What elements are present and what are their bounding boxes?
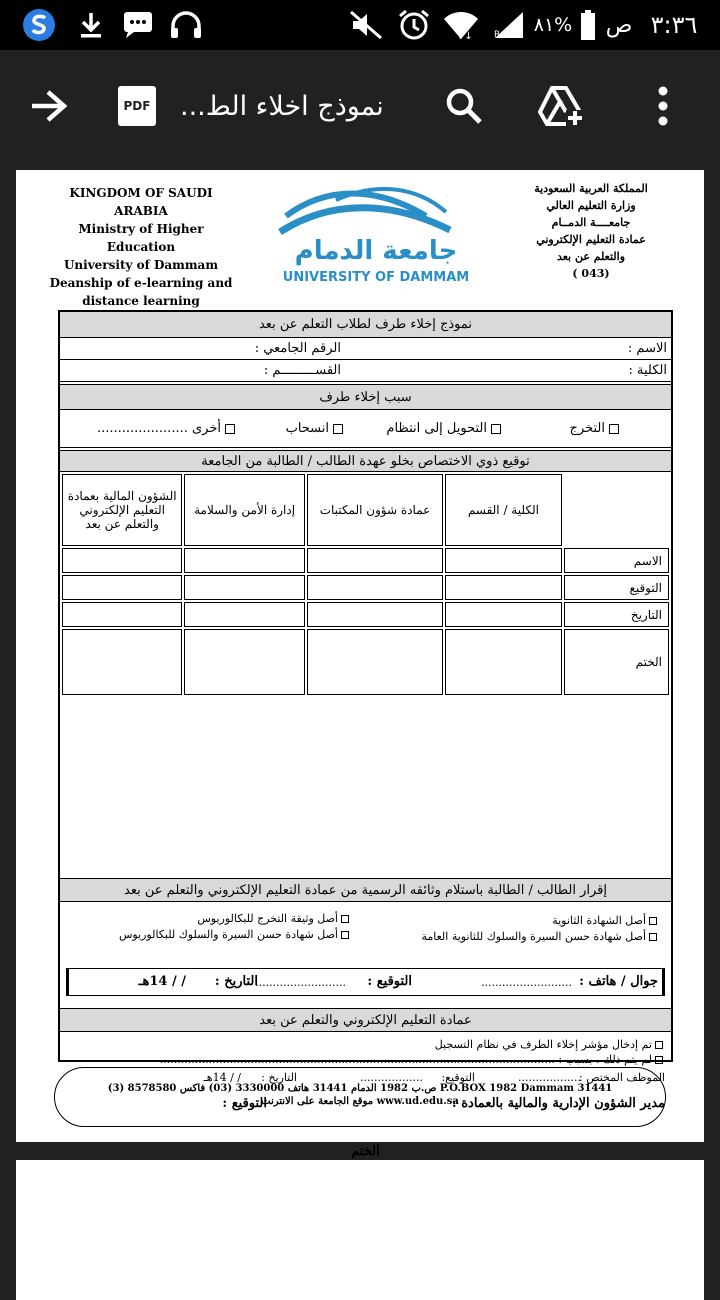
table-row: [62, 629, 669, 695]
clock-time: ٣:٣٦: [650, 11, 698, 39]
ack-label: أصل شهادة حسن السيرة والسلوك للبكالوريوس: [118, 928, 338, 941]
checkbox[interactable]: [225, 424, 235, 434]
mute-icon: [346, 0, 386, 50]
uni-no-label: الرقم الجامعي :: [254, 341, 341, 356]
header-line: (043 ): [572, 267, 610, 280]
ack-item[interactable]: [197, 912, 349, 925]
table-cell[interactable]: [184, 575, 304, 600]
header-line: University of Dammam: [63, 258, 219, 272]
footer-address: [54, 1067, 666, 1127]
dept-label: القســـــــــم :: [263, 363, 341, 378]
dean-title: عمادة التعليم الإلكتروني والتعلم عن بعد: [60, 1008, 671, 1032]
overflow-menu-icon[interactable]: [648, 50, 678, 162]
add-to-drive-icon[interactable]: [534, 50, 588, 162]
row-header-blank: [564, 474, 669, 546]
dots: ..................: [360, 1071, 423, 1084]
table-cell[interactable]: [62, 575, 182, 600]
employee-label: الموظف المختص :: [579, 1071, 665, 1084]
dean-check-label: تم إدخال مؤشر إخلاء الطرف في نظام التسجيل: [434, 1038, 652, 1051]
header-line: distance learning: [82, 294, 200, 308]
reason-title: سبب إخلاء طرف: [60, 384, 671, 410]
student-sign-line: [66, 968, 665, 996]
sign-label: التوقيع :: [367, 974, 412, 989]
sign-label: التوقيع :: [222, 1096, 267, 1111]
reason-other-dots: ......................: [96, 421, 188, 436]
date-format: / / 14هـ: [138, 974, 186, 989]
table-cell[interactable]: [307, 602, 443, 627]
logo-english: UNIVERSITY OF DAMMAM: [282, 270, 470, 285]
download-icon: [74, 0, 108, 50]
dean-checks: [60, 1032, 671, 1066]
university-logo: [276, 178, 476, 288]
wifi-icon: [440, 0, 482, 50]
table-cell[interactable]: [184, 629, 304, 695]
table-cell[interactable]: [62, 602, 182, 627]
app-s-icon: [18, 0, 60, 50]
pdf-page-1: [16, 170, 704, 1159]
table-cell[interactable]: [445, 629, 561, 695]
table-cell[interactable]: [445, 548, 561, 573]
table-row: [62, 548, 669, 573]
logo-arabic: جامعة الدمام: [294, 236, 458, 266]
director-label: مدير الشؤون الإدارية والمالية بالعمادة :: [451, 1096, 665, 1111]
header-line: Ministry of Higher Education: [78, 222, 204, 254]
sign-label: التوقيع:: [441, 1071, 475, 1084]
signature-table: [60, 472, 671, 697]
ack-label: أصل وثيقة التخرج للبكالوريوس: [197, 912, 338, 925]
reason-row: [60, 410, 671, 448]
svg-text:R: R: [494, 30, 501, 40]
date-format: / / 14هـ: [203, 1071, 241, 1084]
ack-item[interactable]: [421, 930, 657, 943]
pdf-label: PDF: [118, 86, 156, 126]
ack-label: أصل الشهادة الثانوية: [552, 914, 646, 927]
pdf-viewer-toolbar: [0, 50, 720, 162]
dots: .................................................................................................................: [159, 1053, 555, 1066]
checkbox[interactable]: [341, 915, 349, 923]
alarm-icon: [394, 0, 434, 50]
reason-label: التخرج: [569, 421, 605, 436]
column-header: عمادة شؤون المكتبات: [307, 474, 443, 546]
dots: ..................: [518, 1071, 581, 1084]
pdf-file-icon: [116, 50, 158, 162]
back-arrow-icon[interactable]: [22, 50, 74, 162]
checkbox[interactable]: [491, 424, 501, 434]
column-header: الشؤون المالية بعمادة التعليم الإلكتروني والتعلم عن بعد: [62, 474, 182, 546]
row-header: التوقيع: [564, 575, 669, 600]
header-line: جامعــــة الدمــام: [551, 216, 631, 229]
header-line: KINGDOM OF SAUDI ARABIA: [69, 186, 213, 218]
status-bar: [0, 0, 720, 50]
reason-other[interactable]: [97, 421, 235, 436]
checkbox[interactable]: [649, 933, 657, 941]
date-label: التاريخ :: [261, 1071, 297, 1084]
dean-check-label: لم يتم ذلك ، بسبب :: [558, 1053, 652, 1066]
reason-transfer[interactable]: [386, 421, 501, 436]
sig-title: توقيع ذوي الاختصاص بخلو عهدة الطالب / الطالبة من الجامعة: [60, 450, 671, 472]
header-line: عمادة التعليم الإلكتروني: [536, 233, 646, 246]
svg-text:↑↓: ↑↓: [456, 31, 473, 41]
footer-line: ص.ب 1982 الدمام 31441 هاتف 3330000 (03) فاكس 8578580 (3) P.O.BOX 1982 Dammam 31441: [107, 1083, 613, 1094]
reason-label: أخرى: [192, 421, 221, 436]
chat-icon: [118, 0, 158, 50]
checkbox[interactable]: [609, 424, 619, 434]
table-cell[interactable]: [445, 575, 561, 600]
row-header: الختم: [564, 629, 669, 695]
table-cell[interactable]: [307, 548, 443, 573]
left-header: [46, 184, 236, 310]
table-row: [62, 474, 669, 546]
table-cell[interactable]: [184, 602, 304, 627]
column-header: الكلية / القسم: [445, 474, 561, 546]
dots: ..........................: [481, 976, 572, 989]
checkbox[interactable]: [341, 931, 349, 939]
header-line: Deanship of e-learning and: [49, 276, 233, 290]
table-cell[interactable]: [307, 629, 443, 695]
header-line: وزارة التعليم العالي: [546, 199, 636, 212]
document-title: نموذج اخلاء الط...: [180, 90, 384, 122]
college-row: [60, 360, 671, 382]
reason-label: التحويل إلى انتظام: [386, 421, 487, 436]
clock-ampm: ص: [605, 12, 633, 38]
table-row: [62, 575, 669, 600]
table-cell[interactable]: [62, 629, 182, 695]
ack-item[interactable]: [119, 928, 349, 941]
reason-withdraw[interactable]: [286, 421, 343, 436]
signal-icon: [490, 0, 530, 50]
search-icon[interactable]: [440, 50, 488, 162]
battery-percent: ٨١%: [533, 14, 573, 36]
headset-icon: [166, 0, 206, 50]
ack-section: [60, 902, 671, 956]
table-cell[interactable]: [62, 548, 182, 573]
ack-item[interactable]: [552, 914, 657, 927]
checkbox[interactable]: [655, 1056, 663, 1064]
column-header: إدارة الأمن والسلامة: [184, 474, 304, 546]
checkbox[interactable]: [649, 917, 657, 925]
college-label: الكلية :: [628, 363, 667, 378]
seal-label: الختم: [351, 1144, 380, 1159]
footer-line: موقع الجامعة على الانترنت www.ud.edu.sa: [261, 1096, 459, 1107]
battery-icon: [578, 0, 598, 50]
table-cell[interactable]: [445, 602, 561, 627]
pdf-page-2: [16, 1160, 704, 1300]
dean-check[interactable]: [435, 1038, 663, 1051]
row-header: التاريخ: [564, 602, 669, 627]
table-row: [62, 602, 669, 627]
reason-grad[interactable]: [570, 421, 619, 436]
row-header: الاسم: [564, 548, 669, 573]
name-label: الاسم :: [627, 341, 667, 356]
reason-label: انسحاب: [285, 421, 329, 436]
table-cell[interactable]: [184, 548, 304, 573]
checkbox[interactable]: [333, 424, 343, 434]
mobile-label: جوال / هاتف :: [579, 974, 658, 989]
dean-check[interactable]: [160, 1053, 663, 1066]
date-label: التاريخ :: [214, 974, 258, 989]
table-cell[interactable]: [307, 575, 443, 600]
dots: ..........................: [255, 976, 346, 989]
ack-label: أصل شهادة حسن السيرة والسلوك للثانوية العامة: [421, 930, 646, 943]
right-header: [506, 180, 676, 282]
checkbox[interactable]: [655, 1041, 663, 1049]
form-title: نموذج إخلاء طرف لطلاب التعلم عن بعد: [60, 312, 671, 338]
name-row: [60, 338, 671, 360]
header-line: والتعلم عن بعد: [556, 250, 626, 263]
ack-title: إقرار الطالب / الطالبة باستلام وثائقه الرسمية من عمادة التعليم الإلكتروني والتعلم عن بعد: [60, 878, 671, 902]
header-line: المملكة العربية السعودية: [534, 182, 648, 195]
